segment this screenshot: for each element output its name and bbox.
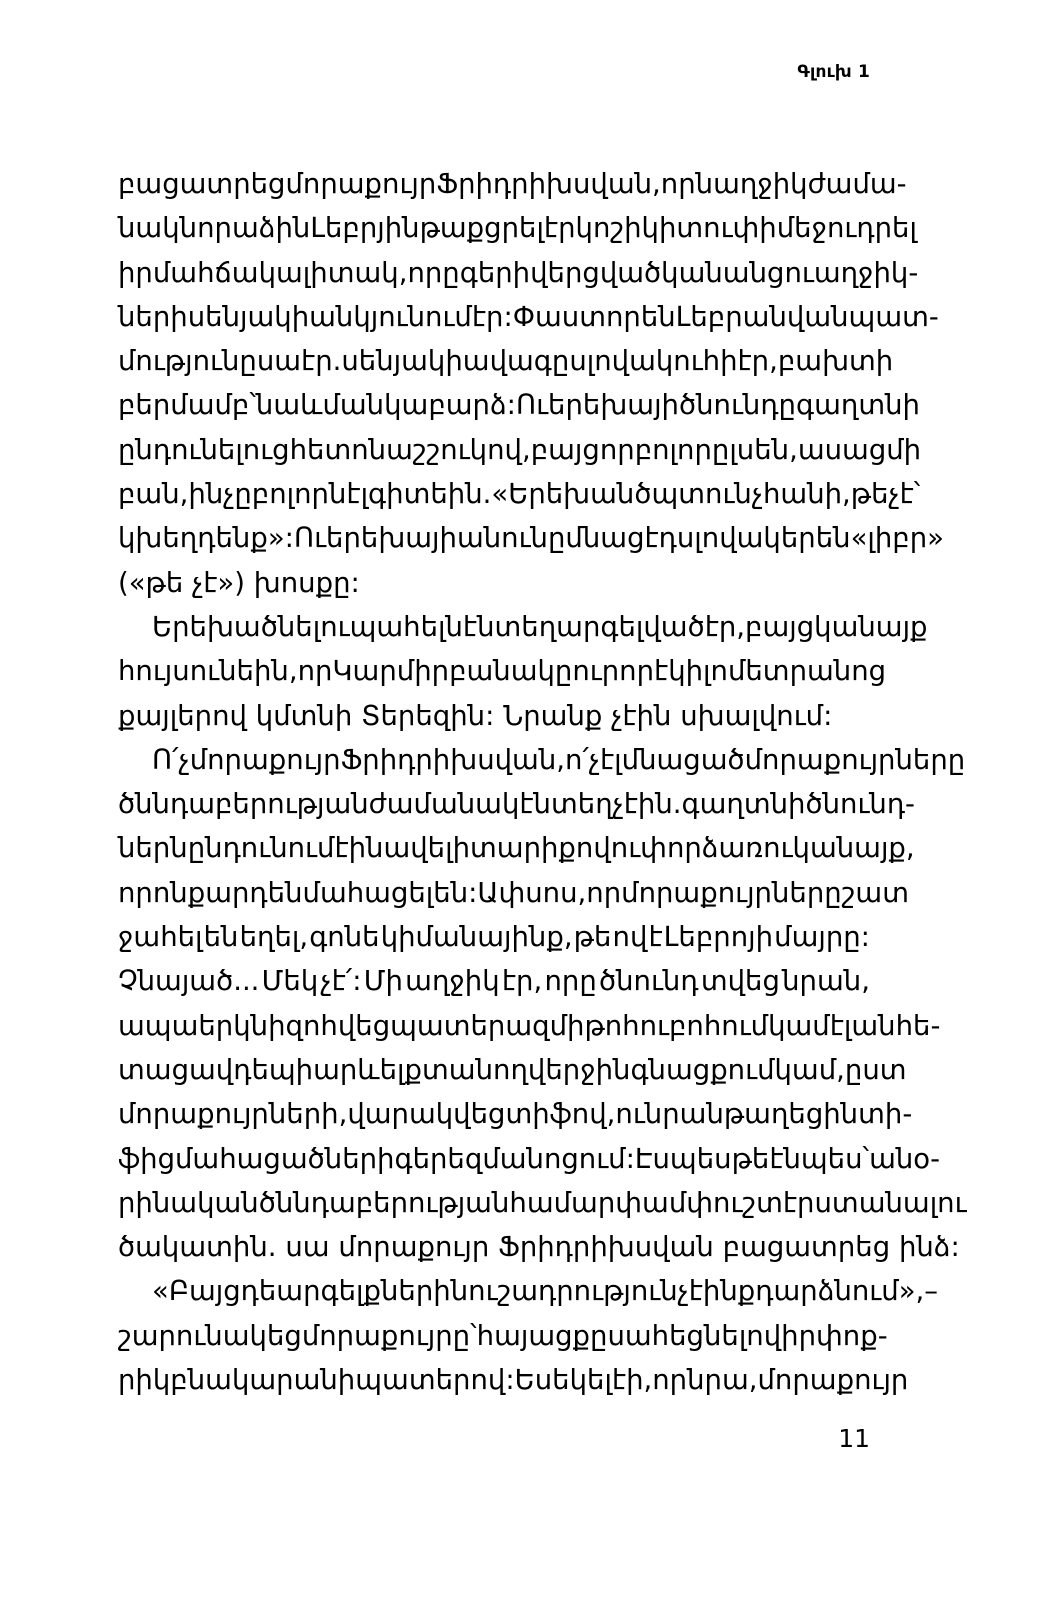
word: չէինք <box>677 1275 756 1308</box>
word: սլովակերեն <box>676 522 851 555</box>
word: նրա, <box>687 1364 758 1397</box>
word: էի, <box>611 1364 653 1397</box>
word: արևելք <box>313 1053 423 1086</box>
word: մությունը <box>118 345 257 378</box>
word: գաղտնի <box>796 389 920 422</box>
word: եկել <box>552 1364 612 1397</box>
word: աղջիկ <box>713 168 808 200</box>
word: րիկ <box>118 1364 171 1397</box>
word: նաև <box>255 389 323 422</box>
word: շշուկով, <box>412 433 531 466</box>
text-line <box>118 1137 940 1181</box>
word: մորաքույրը՝ <box>301 1319 477 1352</box>
word: Լեբրոյի <box>663 921 774 954</box>
word: չէ՛: <box>320 965 362 998</box>
word: ըստ <box>844 1053 907 1086</box>
word: բան, <box>118 478 189 511</box>
word: մահացել <box>302 876 434 909</box>
word: արգելված <box>556 610 705 643</box>
word: նա <box>368 433 413 466</box>
word: իր <box>118 256 153 289</box>
word: ինչը <box>188 478 252 511</box>
word: հույս <box>118 655 190 688</box>
word: Կարմիր <box>332 655 450 688</box>
word: իր <box>781 1319 817 1352</box>
word: ֆից <box>118 1142 175 1175</box>
word: «Բայց <box>152 1275 241 1308</box>
word: ունեին, <box>189 655 298 688</box>
word: տանող <box>422 1053 528 1086</box>
word: նակ <box>118 212 180 245</box>
word: պահելն <box>349 610 463 643</box>
word: որ <box>619 655 655 688</box>
word: նորաձին <box>179 212 311 245</box>
word: որ <box>297 655 333 688</box>
page-number: 11 <box>838 1424 870 1453</box>
text-line <box>118 1004 941 1048</box>
word: հետո <box>289 433 369 466</box>
word: Ֆրիդրիխսվան, <box>340 743 566 776</box>
word: մորաքույրների, <box>118 1098 348 1131</box>
word: Էսպես <box>634 1142 732 1175</box>
word: եղել, <box>239 921 309 954</box>
word: մորաքույրները <box>744 743 966 776</box>
word: կիլոմետրանոց <box>668 655 887 688</box>
word: ծնունդը <box>678 389 796 422</box>
body-text-block <box>118 162 967 1402</box>
word: մայրը: <box>774 921 870 954</box>
word: անվան <box>742 300 849 333</box>
text-line <box>118 1314 888 1358</box>
word: տուփի <box>676 212 777 245</box>
word: ջահել <box>118 921 203 954</box>
word: բայց <box>530 433 600 466</box>
word: կանայք, <box>792 832 915 865</box>
word: գերի <box>459 256 531 289</box>
word: մորաքույր <box>189 743 341 776</box>
word: էլ <box>346 478 369 511</box>
word: էր, <box>737 345 778 378</box>
word: ավագը <box>462 345 570 378</box>
word: «Երեխան <box>491 478 635 511</box>
word: ժամա- <box>807 168 907 200</box>
word: թե <box>573 921 612 954</box>
text-line: («թե չէ») խոսքը: <box>118 566 360 599</box>
text-line <box>118 339 894 383</box>
word: տակ, <box>327 256 408 289</box>
word: ծպտուն <box>634 478 752 511</box>
text-line <box>118 826 915 870</box>
word: Չնայած... <box>118 965 260 998</box>
word: ընդունելուց <box>118 433 290 466</box>
paragraph <box>118 1269 939 1402</box>
word: րինական <box>118 1186 259 1219</box>
word: որն <box>660 168 714 200</box>
word: պատերազմի <box>390 1009 585 1042</box>
text-line <box>118 1358 909 1402</box>
word: որոնք <box>118 876 206 909</box>
word: ու <box>784 256 814 289</box>
word: դե <box>240 1275 277 1308</box>
word: ներն <box>118 832 188 865</box>
word: մնաց <box>565 522 645 555</box>
word: շարունակեց <box>118 1319 302 1352</box>
text-line <box>118 206 917 250</box>
word: դեպի <box>233 1053 314 1086</box>
word: Ու <box>515 389 549 422</box>
word: տարիքով <box>470 832 611 865</box>
word: չէին. <box>612 788 682 821</box>
word: բոլորը <box>634 433 730 466</box>
word: էր <box>782 1186 815 1219</box>
text-line <box>118 428 922 472</box>
word: գոնե <box>309 921 380 954</box>
word: ստանալու <box>814 1186 967 1219</box>
word: արգելքներին <box>276 1275 469 1308</box>
word: ուշադրություն <box>468 1275 678 1308</box>
word: ուր <box>572 655 620 688</box>
word: բախտի <box>777 345 894 378</box>
word: գիտեին. <box>368 478 492 511</box>
word: էնտեղ <box>462 610 557 643</box>
word: փորձառու <box>640 832 793 865</box>
word: լսեն, <box>729 433 798 466</box>
word: անկյունում <box>309 300 472 333</box>
word: Ես <box>514 1364 553 1397</box>
word: էլ <box>600 743 622 776</box>
word: թաղեցին <box>723 1098 859 1131</box>
word: ապա <box>118 1009 199 1042</box>
word: Փաստորեն <box>512 300 676 333</box>
word: էր, <box>501 965 543 998</box>
word: մորաքույր <box>285 168 437 200</box>
text-line <box>118 162 907 206</box>
word: Մի <box>363 965 403 998</box>
word: ընդունում <box>187 832 335 865</box>
word: փամփուշտ <box>615 1186 783 1219</box>
word: որ <box>652 1364 688 1397</box>
word: էին <box>334 832 384 865</box>
word: Ափսոս, <box>477 876 587 909</box>
word: էդ <box>644 522 677 555</box>
word: ու <box>827 212 857 245</box>
paragraph <box>118 162 944 605</box>
word: երեխայի <box>326 522 457 555</box>
word: սա <box>256 345 302 378</box>
word: է <box>654 655 669 688</box>
word: անօ- <box>869 1142 940 1175</box>
word: որ <box>599 433 635 466</box>
text-line <box>118 1181 967 1225</box>
word: էր. <box>301 345 342 378</box>
text-line <box>118 472 921 516</box>
word: թաքցրել <box>419 212 544 245</box>
word: ու <box>320 610 350 643</box>
word: ով <box>612 921 648 954</box>
word: բերմամբ՝ <box>118 389 256 422</box>
word: է <box>648 921 663 954</box>
text-line: քայլերով կմտնի Տերեզին: Նրանք չէին սխալվում: <box>118 699 833 732</box>
word: արդեն <box>205 876 303 909</box>
word: վարակվեց <box>347 1098 506 1131</box>
word: էր: <box>471 300 513 333</box>
word: սահեցնելով <box>607 1319 782 1352</box>
word: վերջին <box>527 1053 631 1086</box>
word: բացատրեց <box>118 168 286 200</box>
text-line: ծակատին. սա մորաքույր Ֆրիդրիխսվան բացատրեց ինձ: <box>118 1231 960 1264</box>
word: նրան, <box>782 965 870 998</box>
word: պատ- <box>848 300 939 333</box>
word: Մեկ <box>261 965 319 998</box>
word: վերցված <box>530 256 662 289</box>
word: մորաքույր <box>757 1364 909 1397</box>
word: թե <box>731 1142 770 1175</box>
text-line <box>118 516 944 560</box>
text-line <box>118 251 919 295</box>
text-line <box>118 915 870 959</box>
word: չհանի, <box>751 478 851 511</box>
word: բանակը <box>449 655 573 688</box>
word: զոհվեց <box>285 1009 391 1042</box>
word: ո՛չ <box>565 743 601 776</box>
word: տիֆով, <box>505 1098 616 1131</box>
text-line <box>118 1048 907 1092</box>
word: բոլորն <box>251 478 347 511</box>
word: էնպես՝ <box>769 1142 870 1175</box>
word: անունը <box>456 522 566 555</box>
running-head: Գլուխ 1 <box>797 62 870 82</box>
word: էր, <box>704 610 746 643</box>
paragraph <box>118 605 928 738</box>
word: Երեխա <box>152 610 261 643</box>
text-line <box>118 1092 913 1136</box>
word: ավելի <box>383 832 470 865</box>
word: կամ, <box>774 1053 845 1086</box>
word: մի <box>886 433 922 466</box>
text-line <box>118 959 870 1003</box>
paragraph <box>118 738 967 1270</box>
word: Լեբրյին <box>310 212 420 245</box>
word: ասաց <box>797 433 887 466</box>
word: սենյակի <box>187 300 310 333</box>
word: թե <box>850 478 889 511</box>
word: ծնել <box>260 610 321 643</box>
word: «լիբր» <box>850 522 944 555</box>
word: հայացքը <box>476 1319 608 1352</box>
word: տացավ <box>118 1053 234 1086</box>
word: Ու <box>293 522 327 555</box>
word: են <box>203 921 239 954</box>
word: դարձնում»,– <box>755 1275 939 1308</box>
word: մահճակալի <box>152 256 328 289</box>
word: ծնունդ <box>599 965 699 998</box>
word: բայց <box>745 610 815 643</box>
word: Ֆրիդրիխսվան, <box>436 168 661 200</box>
word: անհե- <box>851 1009 941 1042</box>
word: մեջ <box>776 212 827 245</box>
word: Լեբր <box>675 300 743 333</box>
word: են: <box>433 876 478 909</box>
word: կամ <box>768 1009 830 1042</box>
text-line <box>118 738 966 782</box>
word: գնացքում <box>630 1053 775 1086</box>
word: ծննդաբերության <box>118 788 369 821</box>
word: էր <box>543 212 576 245</box>
text-line <box>118 295 939 339</box>
text-line <box>118 871 909 915</box>
word: դրել <box>856 212 917 245</box>
word: նրան <box>644 1098 724 1131</box>
word: գաղտնի <box>681 788 806 821</box>
word: որ <box>586 876 622 909</box>
word: կանանց <box>661 256 785 289</box>
word: գերեզմանոցում: <box>394 1142 635 1175</box>
word: սլովակուհի <box>569 345 738 378</box>
word: մորաքույրները <box>621 876 842 909</box>
word: ու <box>615 1098 645 1131</box>
text-line <box>118 383 920 427</box>
text-line <box>118 605 928 649</box>
word: մահացածների <box>175 1142 395 1175</box>
word: համար <box>509 1186 616 1219</box>
word: երկնի <box>198 1009 286 1042</box>
word: ների <box>118 300 188 333</box>
word: շատ <box>841 876 909 909</box>
text-line <box>118 649 887 693</box>
word: որը <box>407 256 460 289</box>
word: սենյակի <box>341 345 463 378</box>
word: տվեց <box>700 965 780 998</box>
word: կիմանայինք, <box>380 921 573 954</box>
word: մնացած <box>621 743 745 776</box>
word: ու <box>610 832 641 865</box>
word: կխեղդենք»: <box>118 522 294 555</box>
word: կոշիկի <box>575 212 677 245</box>
word: ծննդաբերության <box>258 1186 510 1219</box>
word: ծնունդ- <box>805 788 915 821</box>
word: ժամանակ <box>368 788 520 821</box>
word: երեխայի <box>548 389 679 422</box>
word: Ո՛չ <box>152 743 190 776</box>
word: թոհուբոհում <box>584 1009 769 1042</box>
word: տի- <box>858 1098 913 1131</box>
word: չէ՝ <box>888 478 921 511</box>
text-line <box>118 782 915 826</box>
word: կանայք <box>814 610 928 643</box>
word: աղջիկ <box>405 965 500 998</box>
text-line <box>118 1269 939 1313</box>
word: մանկաբարձ: <box>322 389 516 422</box>
word: փոք- <box>816 1319 888 1352</box>
word: էնտեղ <box>519 788 613 821</box>
word: աղջիկ- <box>813 256 919 289</box>
word: որը <box>544 965 597 998</box>
word: էլ <box>829 1009 852 1042</box>
word: պատերով: <box>355 1364 515 1397</box>
word: բնակարանի <box>170 1364 356 1397</box>
